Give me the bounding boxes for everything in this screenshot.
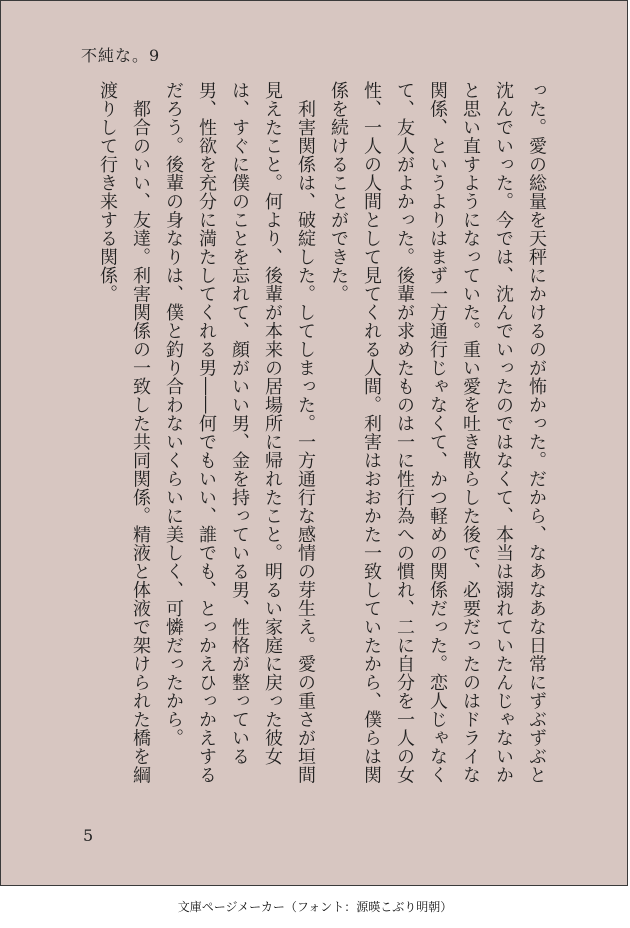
vertical-body-text: った。愛の総量を天秤にかけるのが怖かった。だから、なあなあな日常にずぶずぶと沈んでいった。今では、沈んでいったのではなくて、本当は溺れていたんじゃないかと思い直すようになっていた。重い愛を吐き散らした後で、必要だったのはドライな関係、というよりはまず一方通行じゃなくて、かつ軽めの関係だった。恋人じゃなくて、友人がよかった。後輩が求めたものは一に性行為への慣れ、二に自分を一人の女性、一人の人間として見てくれる人間。利害はおおかた一致していたから、僕らは関係を続けることができた。 利害関係は、破綻した。してしまった。一方通行な感情の芽生え。愛の重さが垣間見えたこと。何より、後輩が本来の居場所に帰れたこと。明るい家庭に戻った彼女は、すぐに僕のことを忘れて、顔がいい男、金を持っている男、性格が整っている男、性欲を充分に満たしてくれる男――何でもいい、誰でも、とっかえひっかえするだろう。後輩の身なりは、僕と釣り合わないくらいに美しく、可憐だったから。 都合のいい、友達。利害関係の一致した共同関係。精液と体液で架けられた橋を綱渡りして行き来する関係。 [97,81,547,784]
chapter-title: 不純な。9 [81,46,161,65]
generator-credit: 文庫ページメーカー（フォント：源暎こぶり明朝） [177,900,453,914]
page-number: 5 [83,826,94,845]
